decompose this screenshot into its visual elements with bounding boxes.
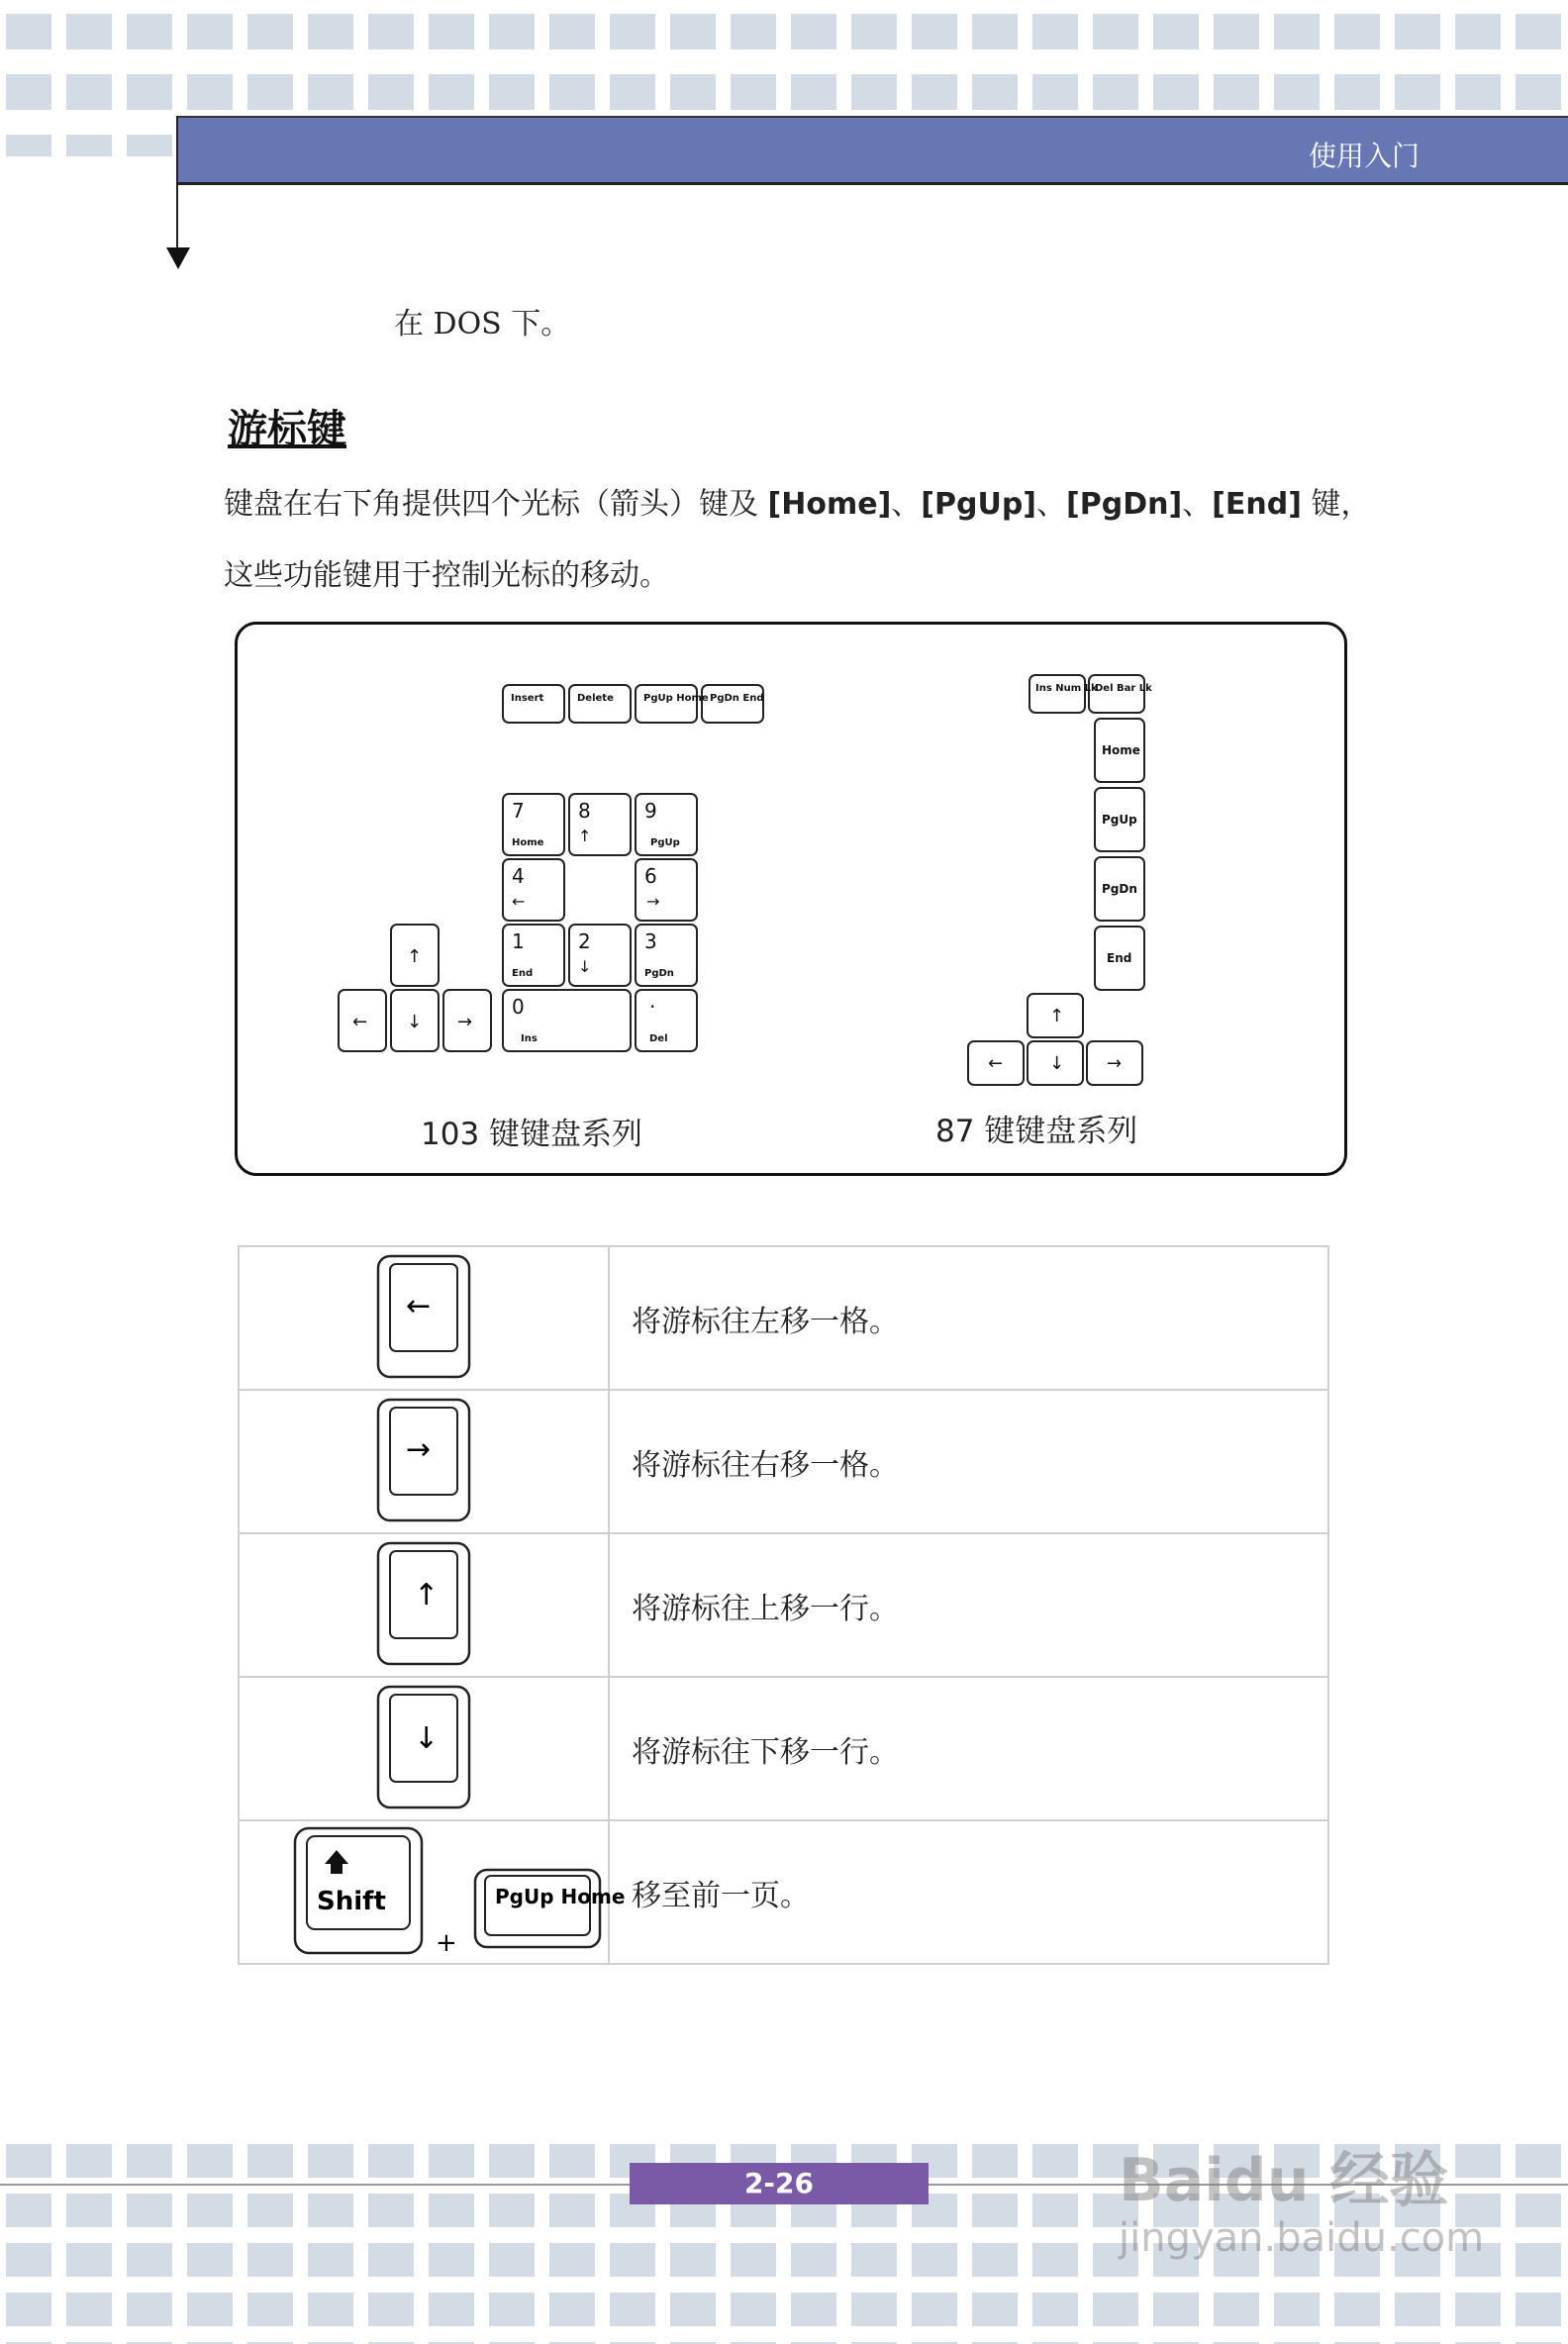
lbl-delete: Delete [577, 693, 614, 704]
key-cell [239, 1533, 609, 1677]
key-label: ↑ [414, 1577, 440, 1612]
np-dot: · [649, 995, 656, 1019]
np-3-sub: PgDn [644, 968, 674, 979]
np-6: 6 [644, 864, 657, 888]
np-1-sub: End [512, 968, 534, 979]
arrow-down-icon: ↓ [407, 1012, 423, 1032]
key-label: ↓ [414, 1720, 440, 1756]
page-number: 2-26 [743, 2167, 815, 2199]
np-1: 1 [512, 929, 525, 953]
paragraph-line-1 [224, 479, 1370, 523]
np-9-sub: PgUp [650, 837, 680, 848]
np-4: 4 [512, 864, 525, 888]
header-title: 使用入门 [1308, 140, 1420, 172]
key-insert [503, 685, 564, 723]
np-8-sub: ↑ [578, 827, 592, 845]
up-key-icon [374, 1539, 473, 1668]
key-delete [569, 685, 631, 723]
shift-label: Shift [317, 1886, 386, 1916]
plus-label: + [436, 1927, 457, 1958]
lbl-insert: Insert [511, 693, 544, 704]
section-title: 游标键 [228, 407, 346, 452]
key-end: [End] [1212, 487, 1302, 522]
key-desc: 将游标往下移一行。 [609, 1677, 1328, 1820]
keyboard-87-diagram [960, 671, 1158, 1087]
np-7-sub: Home [512, 837, 544, 848]
right-key-icon [374, 1396, 473, 1524]
keyboard-103-diagram [337, 683, 772, 1059]
cursor-key-table [238, 1245, 1329, 1965]
key-cell [239, 1677, 609, 1820]
arrow-down-icon: ↓ [1049, 1053, 1065, 1074]
arrow-up-icon: ↑ [407, 946, 423, 967]
arrow-up-icon: ↑ [1049, 1006, 1065, 1026]
key-cell [239, 1390, 609, 1533]
lbl-pgup-home: PgUp Home [643, 693, 709, 704]
lbl-pgdn: PgDn [1102, 882, 1137, 896]
key-pgup: [PgUp] [921, 487, 1037, 522]
np-dot-sub: Del [649, 1033, 668, 1044]
arrow-right-icon: → [457, 1012, 473, 1032]
sep: 、 [1036, 487, 1067, 522]
lbl-pgup: PgUp [1102, 813, 1137, 827]
para-prefix: 键盘在右下角提供四个光标（箭头）键及 [224, 487, 758, 522]
caption-87: 87 键键盘系列 [935, 1114, 1138, 1149]
key-pgdn: [PgDn] [1066, 487, 1183, 522]
key-cell [239, 1246, 609, 1390]
lbl-home: Home [1102, 743, 1140, 757]
down-arrow-icon [166, 247, 190, 269]
sep: 、 [891, 487, 922, 522]
arrow-right-icon: → [1107, 1053, 1123, 1074]
shift-pgup-combo-icon [265, 1824, 626, 1958]
key-desc: 将游标往右移一格。 [609, 1390, 1328, 1533]
key-label: → [406, 1431, 432, 1467]
paragraph-line-2: 这些功能键用于控制光标的移动。 [224, 558, 669, 593]
table-row [239, 1820, 1328, 1964]
np-9: 9 [644, 799, 657, 823]
key-pgup-home [636, 685, 697, 723]
para-suffix: 键， [1311, 487, 1371, 522]
watermark-url: jingyan.baidu.com [1119, 2215, 1485, 2261]
table-row [239, 1533, 1328, 1677]
header-vertical-line [176, 116, 178, 254]
np-6-sub: → [646, 892, 660, 911]
np-2-sub: ↓ [578, 957, 592, 976]
pgup-home-label: PgUp Home [495, 1884, 626, 1908]
arrow-left-icon: ← [352, 1012, 368, 1032]
np-8: 8 [578, 799, 591, 823]
np-0-sub: Ins [521, 1033, 538, 1044]
table-row [239, 1677, 1328, 1820]
footer-page-bar [630, 2163, 929, 2204]
caption-103: 103 键键盘系列 [421, 1117, 643, 1152]
header-bar [176, 116, 1568, 185]
table-row [239, 1390, 1328, 1533]
np-2: 2 [578, 929, 591, 953]
lbl-del-barlk: Del Bar Lk [1095, 683, 1152, 694]
watermark-brand: Baidu 经验 [1119, 2146, 1449, 2215]
key-home: [Home] [767, 487, 892, 522]
sep: 、 [1182, 487, 1213, 522]
table-row [239, 1246, 1328, 1390]
key-desc: 将游标往左移一格。 [609, 1246, 1328, 1390]
np-7: 7 [512, 799, 525, 823]
lbl-end: End [1107, 951, 1132, 965]
key-desc: 移至前一页。 [609, 1820, 1328, 1964]
arrow-left-icon: ← [988, 1053, 1004, 1074]
down-key-icon [374, 1683, 473, 1811]
np-3: 3 [644, 929, 657, 953]
key-label: ← [406, 1288, 432, 1323]
key-pgdn-end [702, 685, 763, 723]
left-key-icon [374, 1252, 473, 1381]
intro-text: 在 DOS 下。 [394, 307, 571, 342]
lbl-pgdn-end: PgDn End [710, 693, 764, 704]
np-4-sub: ← [512, 892, 526, 911]
lbl-ins-numlk: Ins Num Lk [1035, 683, 1098, 694]
key-desc: 将游标往上移一行。 [609, 1533, 1328, 1677]
np-0: 0 [512, 995, 525, 1019]
key-cell [239, 1820, 626, 1964]
